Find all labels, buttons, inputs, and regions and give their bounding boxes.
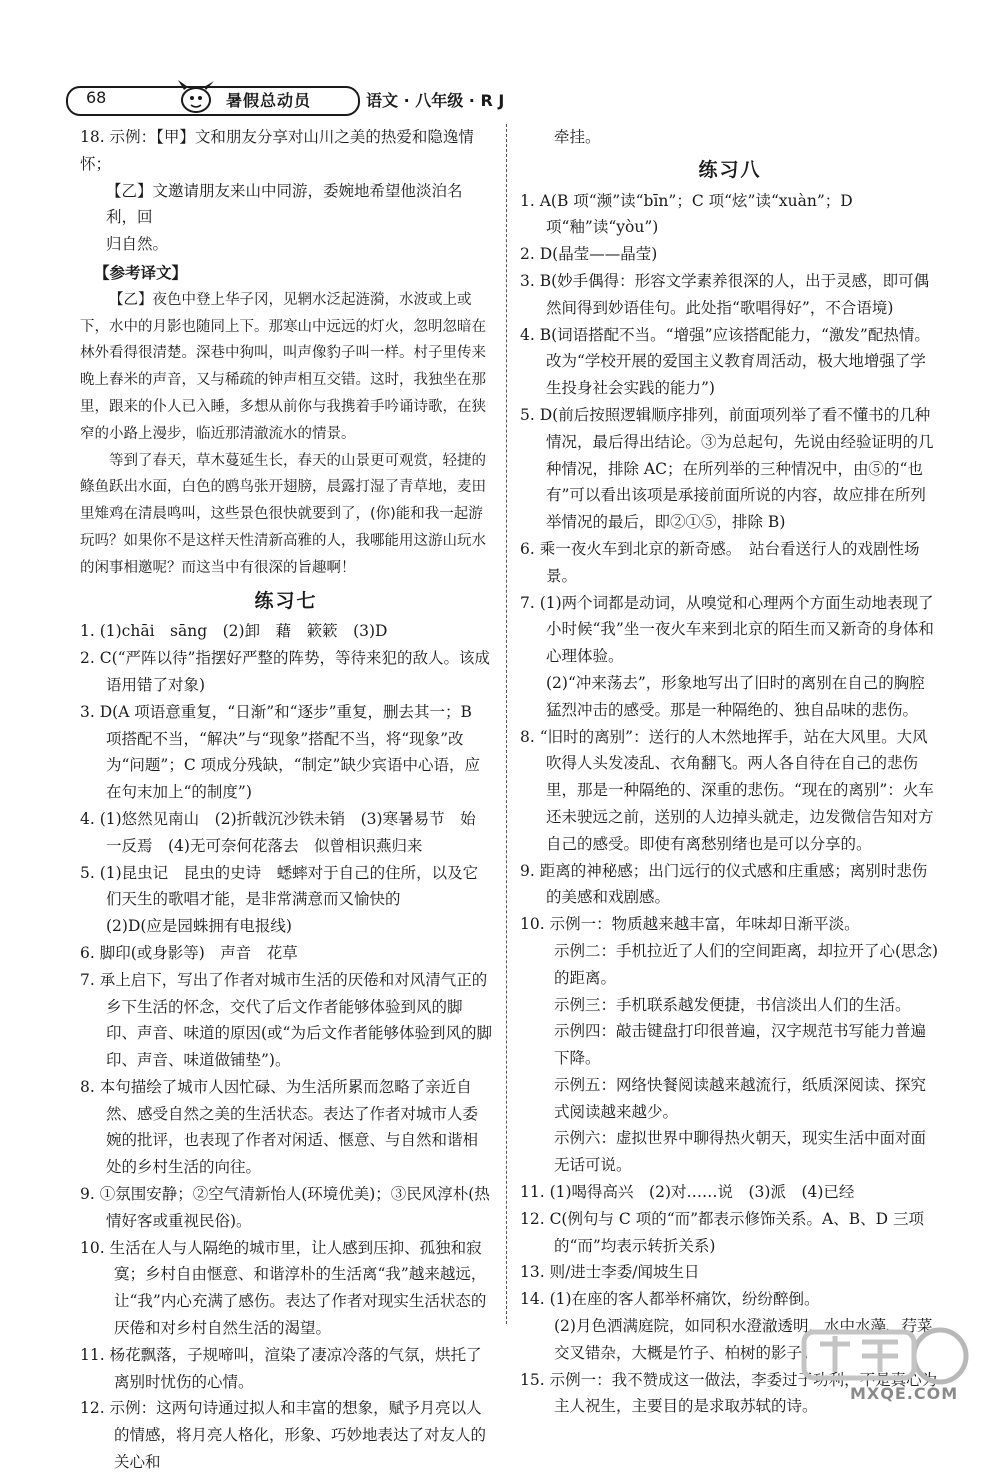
answer-8-2: 2. D(晶莹——晶莹) [520, 245, 658, 264]
subject-grade: 语文 · 八年级 · R J [366, 91, 505, 110]
left-column [80, 124, 492, 1476]
answer-7-3: 3. D(A 项语意重复，“日渐”和“逐步”重复，删去其一；B 项搭配不当，“解决”与“现象”搭配不当，将“现象”改为“问题”；C 项成分残缺，“制定”缺少宾语中心语，应在句末加上“的制度”) [80, 702, 480, 802]
page-header [66, 82, 505, 118]
answer-7-5-part2: (2)D(应是园蛛拥有电报线) [106, 917, 292, 936]
answer-7-10: 10. 生活在人与人隔绝的城市里，让人感到压抑、孤独和寂寞；乡村自由惬意、和谐淳朴的生活离“我”越来越远，让“我”内心充满了感伤。表达了作者对现实生活状态的厌倦和对乡村自然生活的渴望。 [80, 1238, 487, 1338]
answer-8-14-part2: (2)月色洒满庭院，如同积水澄澈透明，水中水藻、荇菜交叉错杂，大概是竹子、柏树的影子。 [554, 1317, 933, 1362]
answer-7-8: 8. 本句描绘了城市人因忙碌、为生活所累而忽略了亲近自然、感受自然之美的生活状态。表达了作者对城市人委婉的批评，也表现了作者对闲适、惬意、与自然和谐相处的乡村生活的向往。 [80, 1077, 479, 1177]
answer-8-10-example2: 示例二：手机拉近了人们的空间距离，却拉开了心(思念)的距离。 [554, 941, 939, 987]
answer-8-10-example1: 10. 示例一：物质越来越丰富，年味却日渐平淡。 [520, 915, 860, 934]
answer-7-1: 1. (1)chāi sāng (2)卸 藉 簌簌 (3)D [80, 622, 388, 641]
answer-8-8: 8. “旧时的离别”：送行的人木然地挥手，站在大风里。大风吹得人头发凌乱、衣角翻飞。两人各自待在自己的悲伤里，那是一种隔绝的、深重的悲伤。“现在的离别”：火车还未驶远之前，送别的人边掉头就走，边发微信告知对方自己的感受。即使有离愁别绪也是可以分享的。 [520, 727, 934, 853]
answer-8-1: 1. A(B 项“濒”读“bīn”；C 项“炫”读“xuàn”；D 项“釉”读“yòu”) [520, 191, 853, 237]
answer-8-5: 5. D(前后按照逻辑顺序排列，前面项列举了看不懂书的几种情况，最后得出结论。③为总起句，先说由经验证明的几种情况，排除 AC；在所列举的三种情况中，由⑤的“也有”可以看出该项是承接前面所说的内容，故应排在所列举情况的最后，即②①⑤，排除 B) [520, 405, 934, 532]
answer-8-7-part2: (2)“冲来荡去”，形象地写出了旧时的离别在自己的胸腔猛烈冲击的感受。那是一种隔绝的、独自品味的悲伤。 [546, 673, 925, 719]
mascot-icon [174, 78, 216, 116]
answer-8-12: 12. C(例句与 C 项的“而”都表示修饰关系。A、B、D 三项的“而”均表示转折关系) [520, 1209, 924, 1255]
answer-7-4-line1: 4. (1)悠然见南山 (2)折戟沉沙铁未销 (3)寒暑易节 始 [80, 809, 476, 828]
answer-8-10-example6: 示例六：虚拟世界中聊得热火朝天，现实生活中面对面无话可说。 [554, 1129, 927, 1175]
page-number: 68 [86, 88, 107, 107]
answer-8-3: 3. B(妙手偶得：形容文学素养很深的人，出于灵感，即可偶然间得到妙语佳句。此处指“歌唱得好”，不合语境) [520, 271, 930, 317]
answer-8-7-part1: 7. (1)两个词都是动词，从嗅觉和心理两个方面生动地表现了小时候“我”坐一夜火车来到北京的陌生而又新奇的身体和心理体验。 [520, 593, 934, 666]
right-column [520, 124, 940, 1420]
section-title-8: 练习八 [698, 158, 762, 181]
section-title-7: 练习七 [254, 589, 318, 612]
q18-line1: 18. 示例：【甲】文和朋友分享对山川之美的热爱和隐逸情怀； [80, 128, 474, 173]
answer-8-11: 11. (1)喝得高兴 (2)对……说 (3)派 (4)已经 [520, 1183, 855, 1202]
answer-7-2: 2. C(“严阵以待”指摆好严整的阵势，等待来犯的敌人。该成语用错了对象) [80, 649, 490, 694]
translation-paragraph-1: 【乙】夜色中登上华子冈，见辋水泛起涟漪，水波或上或下，水中的月影也随同上下。那寒山中远远的灯火，忽明忽暗在林外看得很清楚。深巷中狗叫，叫声像豹子叫一样。村子里传来晚上舂米的声音，又与稀疏的钟声相互交错。这时，我独坐在那里，跟来的仆人已入睡，多想从前你与我携着手吟诵诗歌，在狭窄的小路上漫步，临近那清澈流水的情景。 [80, 291, 486, 442]
column-divider [506, 124, 508, 1324]
reference-translation-heading: 【参考译文】 [94, 262, 188, 282]
answer-8-10-example3: 示例三：手机联系越发便捷，书信淡出人们的生活。 [554, 995, 911, 1014]
answer-8-15: 15. 示例一：我不赞成这一做法，李委过于功利，不是真心为主人祝生，主要目的是求取苏轼的诗。 [520, 1370, 938, 1416]
answer-8-14-part1: 14. (1)在座的客人都举杯痛饮，纷纷醉倒。 [520, 1290, 820, 1309]
answer-7-5-part1: 5. (1)昆虫记 昆虫的史诗 蟋蟀对于自己的住所，以及它们天生的歌唱才能，是非常满意而又愉快的 [80, 863, 479, 909]
answer-7-12: 12. 示例：这两句诗通过拟人和丰富的想象，赋予月亮以人的情感，将月亮人格化，形象、巧妙地表达了对友人的关心和 [80, 1399, 487, 1472]
answer-7-7: 7. 承上启下，写出了作者对城市生活的厌倦和对风清气正的乡下生活的怀念，交代了后文作者能够体验到风的脚印、声音、味道的原因(或“为后文作者能够体验到风的脚印、声音、味道做铺垫”)。 [80, 970, 492, 1070]
answer-8-4: 4. B(词语搭配不当。“增强”应该搭配能力，“激发”配热情。改为“学校开展的爱国主义教育周活动，极大地增强了学生投身社会实践的能力”) [520, 325, 930, 398]
q18-line2: 【乙】文邀请朋友来山中同游，委婉地希望他淡泊名利，回 [106, 181, 463, 227]
answer-8-9: 9. 距离的神秘感；出门远行的仪式感和庄重感；离别时悲伤的美感和戏剧感。 [520, 861, 928, 907]
answer-8-10-example4: 示例四：敲击键盘打印很普遍，汉字规范书写能力普遍下降。 [554, 1022, 927, 1068]
answer-7-12-continued: 牵挂。 [554, 128, 601, 146]
q18-line3: 归自然。 [106, 235, 169, 254]
translation-paragraph-2: 等到了春天，草木蔓延生长，春天的山景更可观赏，轻捷的鲦鱼跃出水面，白色的鸥鸟张开翅膀，晨露打湿了青草地，麦田里雉鸡在清晨鸣叫，这些景色很快就要到了，(你)能和我一起游玩吗？如果你不是这样天性清新高雅的人，我哪能用这游山玩水的闲事相邀呢？而这当中有很深的旨趣啊！ [80, 452, 486, 576]
watermark-text: MXQE.COM [850, 1384, 959, 1403]
answer-7-9: 9. ①氛围安静；②空气清新怡人(环境优美)；③民风淳朴(热情好客或重视民俗)。 [80, 1185, 490, 1230]
answer-8-13: 13. 则/进士李委/闻坡生日 [520, 1263, 700, 1282]
answer-7-6: 6. 脚印(或身影等) 声音 花草 [80, 943, 298, 962]
answer-7-11: 11. 杨花飘落，子规啼叫，渲染了凄凉冷落的气氛，烘托了离别时忧伤的心情。 [80, 1345, 482, 1391]
book-title: 暑假总动员 [226, 91, 312, 110]
answer-8-10-example5: 示例五：网络快餐阅读越来越流行，纸质深阅读、探究式阅读越来越少。 [554, 1075, 927, 1121]
answer-8-6: 6. 乘一夜火车到北京的新奇感。 站台看送行人的戏剧性场景。 [520, 539, 920, 585]
answer-7-4-line2: 一反焉 (4)无可奈何花落去 似曾相识燕归来 [106, 836, 423, 855]
